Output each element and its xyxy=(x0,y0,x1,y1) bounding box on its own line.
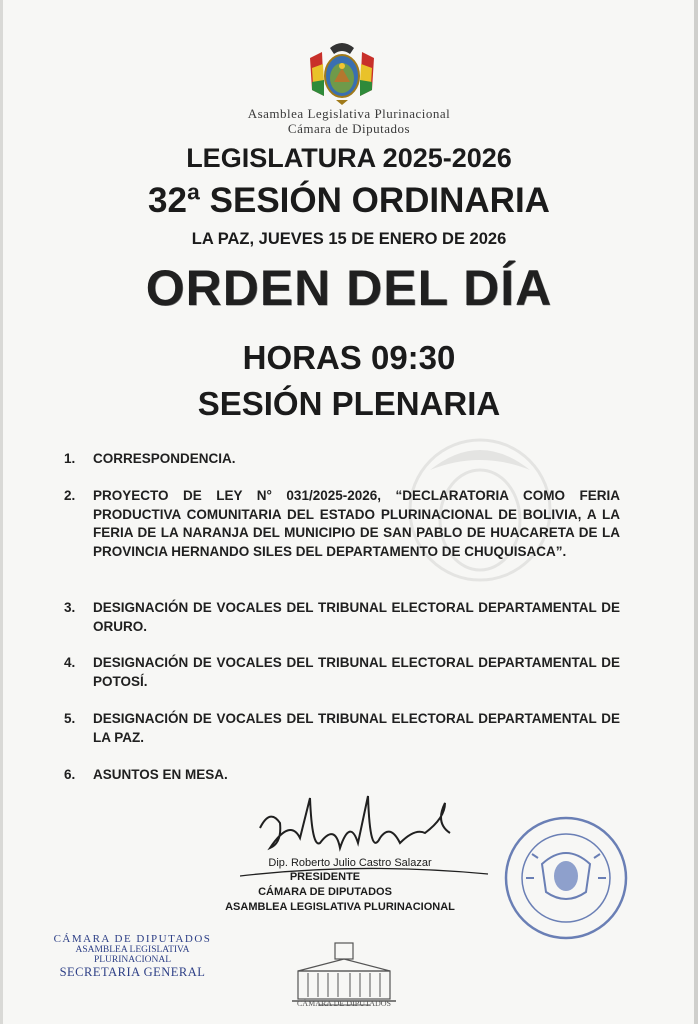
signatory-assembly: ASAMBLEA LEGISLATIVA PLURINACIONAL xyxy=(225,901,455,913)
agenda-item-number: 5. xyxy=(64,711,76,726)
agenda-item-text: DESIGNACIÓN DE VOCALES DEL TRIBUNAL ELECTORAL DEPARTAMENTAL DE LA PAZ. xyxy=(93,711,620,745)
place-date: LA PAZ, JUEVES 15 DE ENERO DE 2026 xyxy=(191,230,507,248)
document-title: ORDEN DEL DÍA xyxy=(145,260,553,316)
institution-name: Asamblea Legislativa Plurinacional xyxy=(247,106,451,121)
agenda-item-text: ASUNTOS EN MESA. xyxy=(93,767,228,782)
presidency-seal-icon xyxy=(502,814,630,942)
agenda-item-text: DESIGNACIÓN DE VOCALES DEL TRIBUNAL ELECTORAL DEPARTAMENTAL DE ORURO. xyxy=(93,600,620,634)
agenda-item-number: 4. xyxy=(64,655,76,670)
signatory-name: Dip. Roberto Julio Castro Salazar xyxy=(268,857,432,869)
agenda-item-number: 2. xyxy=(64,488,76,503)
stamp-line-chamber: CÁMARA DE DIPUTADOS xyxy=(53,933,212,945)
session-time: HORAS 09:30 xyxy=(242,339,456,376)
legislature-heading: LEGISLATURA 2025-2026 xyxy=(186,143,512,173)
bolivia-coat-of-arms-icon xyxy=(302,38,382,106)
signatory-chamber: CÁMARA DE DIPUTADOS xyxy=(258,886,392,898)
session-heading: 32ª SESIÓN ORDINARIA xyxy=(148,181,550,220)
stamp-line-secretaria: SECRETARIA GENERAL xyxy=(59,965,206,979)
secretaria-stamp xyxy=(45,933,220,980)
agenda-item-number: 1. xyxy=(64,451,76,466)
agenda-item-number: 6. xyxy=(64,767,76,782)
signatory-role: PRESIDENTE xyxy=(289,871,361,883)
agenda-item-number: 3. xyxy=(64,600,76,615)
agenda-item-text: PROYECTO DE LEY N° 031/2025-2026, “DECLARATORIA COMO FERIA PRODUCTIVA COMUNITARIA DEL ESTADO PLURINACIONAL DE BOLIVIA, A LA FERIA DE LA NARANJA DEL MUNICIPIO DE SAN PABLO DE HUACARETA DE LA PROVINCIA HERNANDO SILES DEL DEPARTAMENTO DE CHUQUISACA”. xyxy=(93,488,620,559)
building-logo-caption: CÁMARA DE DIPUTADOS xyxy=(296,999,392,1008)
stamp-line-assembly: ASAMBLEA LEGISLATIVA PLURINACIONAL xyxy=(75,945,190,965)
agenda-item-text: CORRESPONDENCIA. xyxy=(93,451,236,466)
agenda-item-text: DESIGNACIÓN DE VOCALES DEL TRIBUNAL ELECTORAL DEPARTAMENTAL DE POTOSÍ. xyxy=(93,655,620,689)
chamber-name: Cámara de Diputados xyxy=(287,121,411,136)
session-type: SESIÓN PLENARIA xyxy=(197,385,501,422)
